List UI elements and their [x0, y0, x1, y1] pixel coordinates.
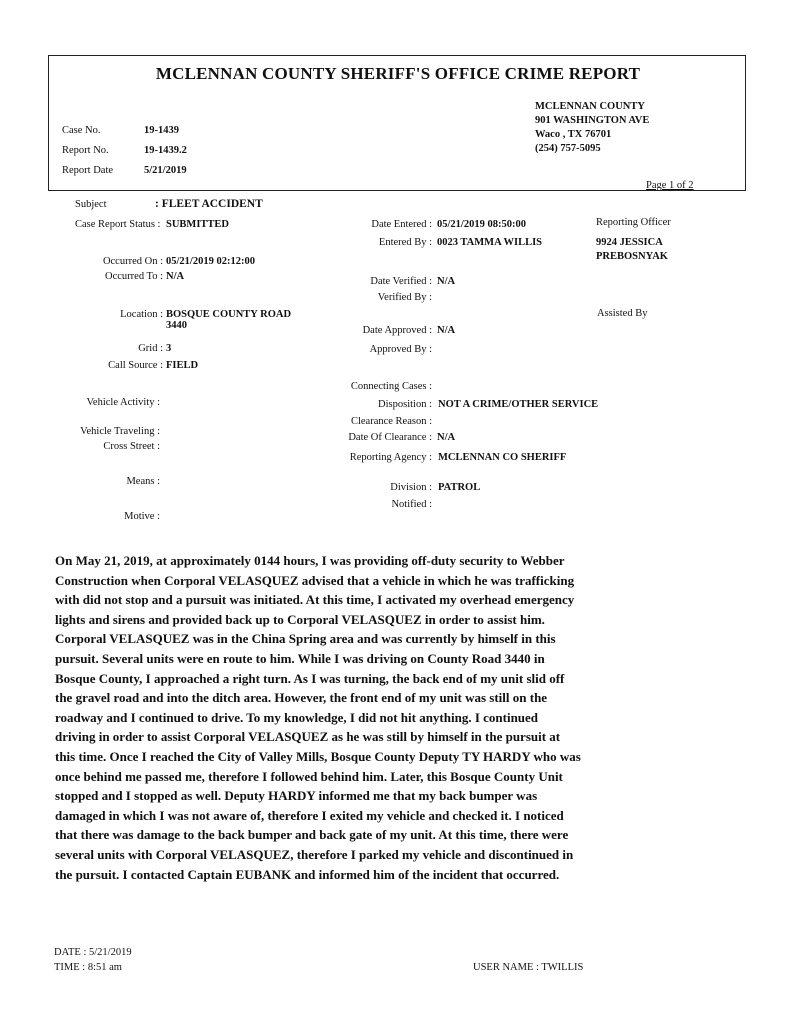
narrative-line: this time. Once I reached the City of Valley Mills, Bosque County Deputy TY HARDY who was — [55, 748, 581, 764]
agency-street: 901 WASHINGTON AVE — [535, 115, 650, 126]
narrative-line: roadway and I continued to drive. To my knowledge, I did not hit anything. I continued — [55, 709, 539, 725]
grid-label: Grid : — [138, 343, 163, 354]
location-value-line2: 3440 — [166, 320, 187, 331]
footer-date: DATE : 5/21/2019 — [54, 947, 132, 958]
narrative-line: On May 21, 2019, at approximately 0144 hours, I was providing off-duty security to Webber — [55, 553, 565, 568]
case-status-label: Case Report Status : — [75, 219, 161, 230]
agency-name: MCLENNAN COUNTY — [535, 101, 645, 112]
footer-time: TIME : 8:51 am — [54, 962, 122, 973]
narrative-line: driving in order to assist Corporal VELASQUEZ as he was still by himself in the pursuit at — [55, 729, 561, 745]
narrative-line: pursuit. Several units were en route to him. While I was driving on County Road 3440 in — [55, 650, 545, 666]
narrative-line: Construction when Corporal VELASQUEZ advised that a vehicle in which he was trafficking — [55, 572, 575, 588]
call-source-label: Call Source : — [108, 360, 163, 371]
location-label: Location : — [120, 309, 163, 320]
occurred-to-label: Occurred To : — [105, 271, 163, 282]
narrative-line: the pursuit. I contacted Captain EUBANK and informed him of the incident that occurred. — [55, 866, 560, 882]
division-value: PATROL — [438, 482, 481, 493]
connecting-cases-label: Connecting Cases : — [350, 381, 432, 392]
assisted-by-label: Assisted By — [597, 308, 648, 319]
report-date-value: 5/21/2019 — [144, 165, 187, 176]
entered-by-value: 0023 TAMMA WILLIS — [437, 237, 543, 248]
agency-city: Waco , TX 76701 — [535, 129, 612, 140]
narrative-line: once behind me passed me, therefore I followed behind him. Later, this Bosque County Unit — [55, 768, 563, 784]
date-approved-value: N/A — [437, 325, 456, 336]
narrative-line: damaged in which I was not aware of, therefore I exited my vehicle and checked it. I noticed — [55, 807, 564, 823]
subject-value: : FLEET ACCIDENT — [155, 198, 263, 210]
report-title: MCLENNAN COUNTY SHERIFF'S OFFICE CRIME REPORT — [155, 64, 641, 83]
narrative-line: lights and sirens and provided back up to Corporal VELASQUEZ in order to assist him. — [55, 611, 545, 627]
reporting-officer-value-line2: PREBOSNYAK — [596, 251, 668, 262]
narrative-line: Corporal VELASQUEZ was in the China Spring area and was currently by himself in this — [55, 631, 556, 647]
subject-label: Subject — [75, 199, 107, 210]
narrative-line: Bosque County, I approached a right turn. As I was turning, the back end of my unit slid off — [55, 670, 565, 686]
narrative-line: the gravel road and into the ditch area. However, the front end of my unit was still on the — [55, 690, 548, 706]
case-no-label: Case No. — [62, 125, 101, 136]
location-value-line1: BOSQUE COUNTY ROAD — [166, 309, 292, 320]
disposition-value: NOT A CRIME/OTHER SERVICE — [438, 399, 599, 410]
reporting-agency-label: Reporting Agency : — [349, 452, 432, 463]
narrative-line: that there was damage to the back bumper and back gate of my unit. At this time, there were — [55, 827, 569, 843]
date-of-clearance-value: N/A — [437, 432, 456, 443]
entered-by-label: Entered By : — [378, 237, 432, 248]
date-verified-value: N/A — [437, 276, 456, 287]
reporting-officer-value-line1: 9924 JESSICA — [596, 237, 663, 248]
footer-user: USER NAME : TWILLIS — [473, 962, 584, 973]
occurred-to-value: N/A — [166, 271, 185, 282]
cross-street-label: Cross Street : — [103, 441, 160, 452]
means-label: Means : — [126, 476, 160, 487]
occurred-on-value: 05/21/2019 02:12:00 — [166, 256, 255, 267]
occurred-on-label: Occurred On : — [102, 256, 163, 267]
report-no-value: 19-1439.2 — [144, 145, 187, 156]
date-approved-label: Date Approved : — [362, 325, 432, 336]
call-source-value: FIELD — [166, 360, 199, 371]
narrative-line: with did not stop and a pursuit was initiated. At this time, I activated my overhead emergency — [55, 592, 575, 608]
approved-by-label: Approved By : — [369, 344, 432, 355]
narrative-line: stopped and I stopped as well. Deputy HARDY informed me that my back bumper was — [55, 788, 538, 804]
grid-value: 3 — [166, 343, 172, 354]
motive-label: Motive : — [124, 511, 160, 522]
case-no-value: 19-1439 — [144, 125, 179, 136]
date-of-clearance-label: Date Of Clearance : — [348, 432, 432, 443]
verified-by-label: Verified By : — [377, 292, 432, 303]
report-date-label: Report Date — [62, 165, 114, 176]
notified-label: Notified : — [391, 499, 432, 510]
agency-phone: (254) 757-5095 — [535, 143, 601, 154]
reporting-agency-value: MCLENNAN CO SHERIFF — [438, 452, 567, 463]
report-header-box — [48, 55, 746, 191]
reporting-officer-label: Reporting Officer — [596, 217, 671, 228]
report-no-label: Report No. — [62, 145, 109, 156]
narrative — [55, 551, 755, 884]
narrative-line: several units with Corporal VELASQUEZ, therefore I parked my vehicle and discontinued in — [55, 846, 574, 862]
page-indicator: Page 1 of 2 — [646, 180, 694, 191]
date-entered-value: 05/21/2019 08:50:00 — [437, 219, 526, 230]
vehicle-traveling-label: Vehicle Traveling : — [80, 426, 160, 437]
division-label: Division : — [390, 482, 432, 493]
clearance-reason-label: Clearance Reason : — [350, 416, 432, 427]
date-entered-label: Date Entered : — [371, 219, 432, 230]
vehicle-activity-label: Vehicle Activity : — [86, 397, 160, 408]
case-status-value: SUBMITTED — [166, 219, 230, 230]
date-verified-label: Date Verified : — [370, 276, 432, 287]
disposition-label: Disposition : — [378, 399, 432, 410]
